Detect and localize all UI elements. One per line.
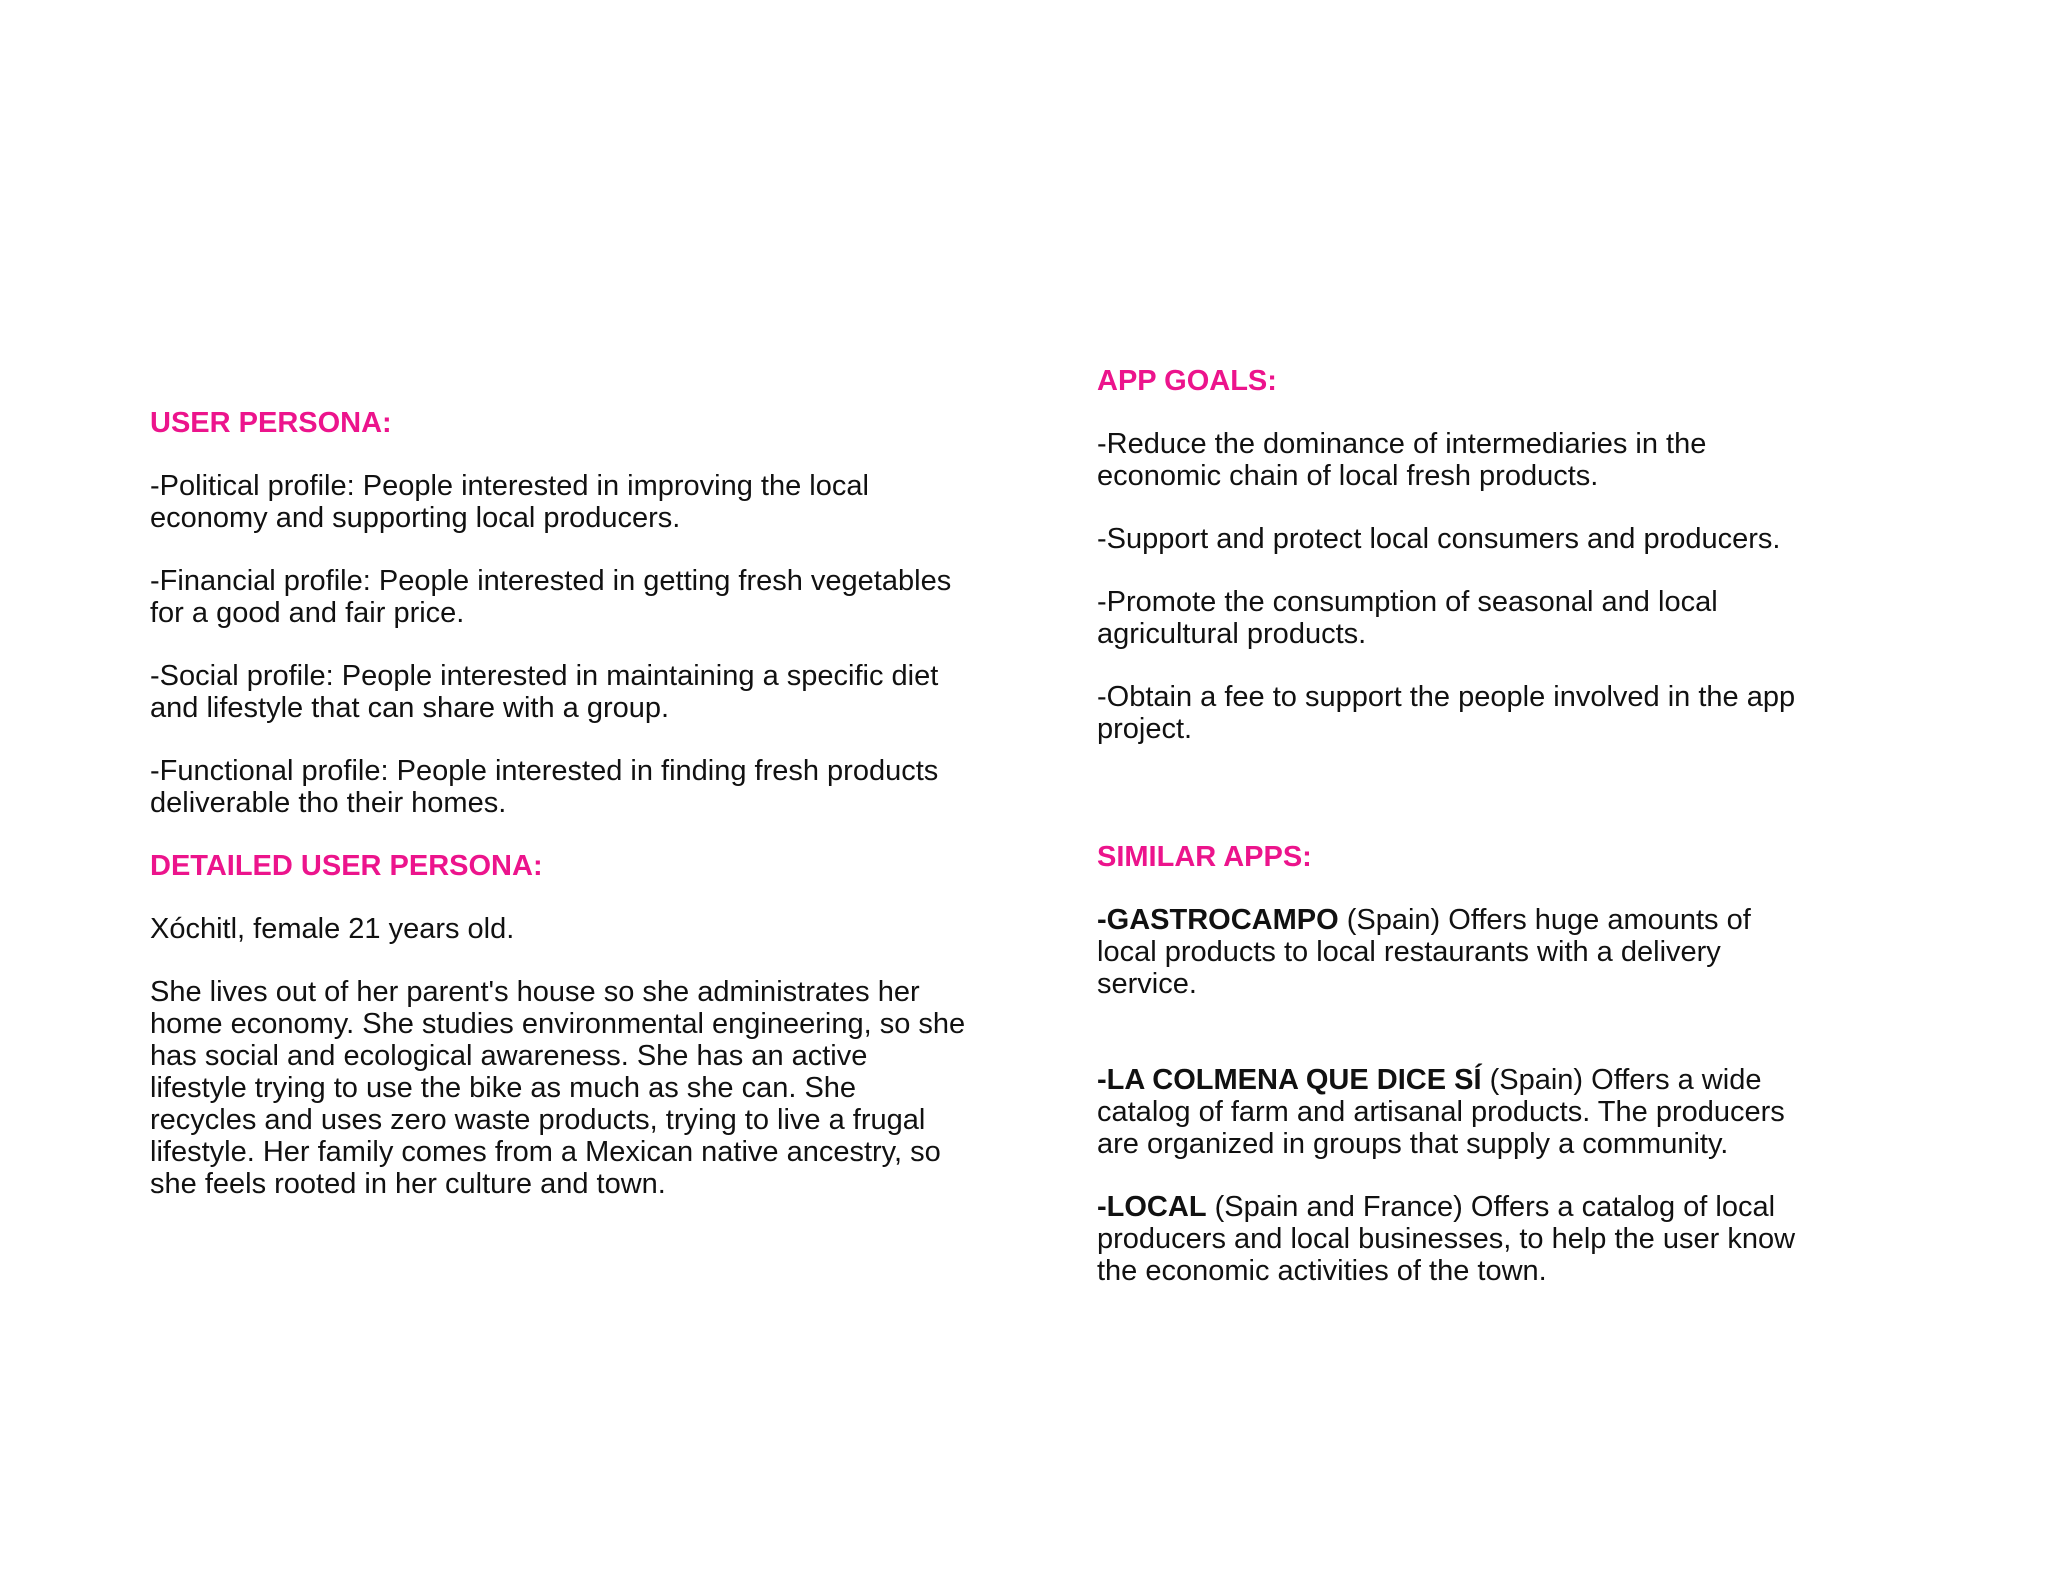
financial-profile: -Financial profile: People interested in getting fresh vegetables for a good and fair price.: [150, 565, 952, 629]
app-goals-heading: APP GOALS:: [1097, 365, 1277, 397]
app-name: -LA COLMENA QUE DICE SÍ: [1097, 1064, 1482, 1096]
goal-obtain-fee: -Obtain a fee to support the people involved in the app project.: [1097, 681, 1796, 745]
app-name: -GASTROCAMPO: [1097, 904, 1339, 936]
functional-profile: -Functional profile: People interested in finding fresh products deliverable tho their homes.: [150, 755, 939, 819]
political-profile: -Political profile: People interested in improving the local economy and supporting local producers.: [150, 470, 869, 534]
app-description: (Spain) Offers huge amounts of local products to local restaurants with a delivery service.: [1097, 904, 1751, 1000]
goal-reduce-intermediaries: -Reduce the dominance of intermediaries in the economic chain of local fresh products.: [1097, 428, 1707, 492]
goal-promote-seasonal: -Promote the consumption of seasonal and local agricultural products.: [1097, 586, 1718, 650]
detailed-persona-heading: DETAILED USER PERSONA:: [150, 850, 543, 882]
right-column: [1097, 365, 1797, 1287]
similar-app-la-colmena: [1097, 1064, 1797, 1160]
social-profile: -Social profile: People interested in maintaining a specific diet and lifestyle that can share with a group.: [150, 660, 939, 724]
similar-apps-heading: SIMILAR APPS:: [1097, 841, 1312, 873]
app-description: (Spain and France) Offers a catalog of local producers and local businesses, to help the user know the economic activities of the town.: [1097, 1191, 1796, 1287]
left-column: [150, 407, 970, 1200]
app-name: -LOCAL: [1097, 1191, 1207, 1223]
user-persona-heading: USER PERSONA:: [150, 407, 392, 439]
goal-support-local: -Support and protect local consumers and producers.: [1097, 523, 1781, 555]
app-description: (Spain) Offers a wide catalog of farm and artisanal products. The producers are organized in groups that supply a community.: [1097, 1064, 1785, 1160]
persona-intro: Xóchitl, female 21 years old.: [150, 913, 515, 945]
similar-app-gastrocampo: [1097, 904, 1797, 1000]
similar-app-local: [1097, 1191, 1797, 1287]
persona-description: She lives out of her parent's house so she administrates her home economy. She studies environmental engineering, so she has social and ecological awareness. She has an active lifestyle trying to use the bike as much as she can. She recycles and uses zero waste products, trying to live a frugal lifestyle. Her family comes from a Mexican native ancestry, so she feels rooted in her culture and town.: [150, 976, 966, 1200]
